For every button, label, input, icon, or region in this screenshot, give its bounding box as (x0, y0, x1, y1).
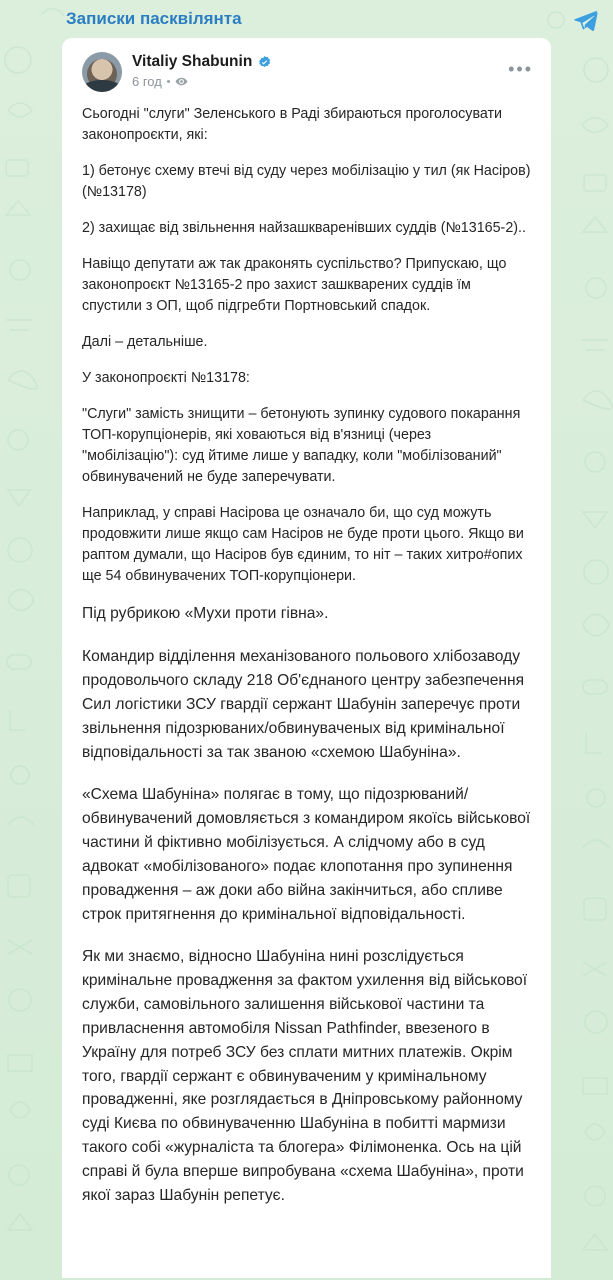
author-name[interactable]: Vitaliy Shabunin (132, 53, 253, 70)
author-block (132, 52, 272, 89)
eye-icon (175, 75, 188, 88)
post-paragraph: "Слуги" замість знищити – бетонують зупинку судового покарання ТОП-корупціонерів, які ховаються від в'язниці (через "мобілізацію"): суд йтиме лише у вападку, коли "мобілізований" обвинувачений не буде заперечувати. (82, 406, 521, 486)
more-options-icon[interactable]: ••• (508, 59, 533, 79)
post-header (82, 52, 531, 92)
post-meta (132, 74, 272, 89)
post-card (62, 38, 551, 1278)
post-paragraph: Сьогодні "слуги" Зеленського в Раді збираються проголосувати законопроєкти, які: (82, 106, 503, 144)
post-paragraph: Під рубрикою «Мухи проти гівна». (82, 605, 329, 623)
post-body (82, 104, 531, 1208)
post-paragraph: Навіщо депутати аж так драконять суспільство? Припускаю, що законопроєкт №13165-2 про захист зашкварених суддів їм спустили з ОП, щоб підгребти Портновський спадок. (82, 256, 507, 315)
channel-title: Записки пасквілянта (66, 9, 242, 28)
channel-header (0, 0, 613, 38)
meta-separator-dot (167, 80, 170, 83)
post-timestamp: 6 год (132, 74, 162, 89)
author-line (132, 53, 272, 71)
avatar-shoulders (82, 80, 122, 92)
post-paragraph: «Схема Шабуніна» полягає в тому, що підозрюваний/обвинувачений домовляється з командиром якоїсь військової частини й фіктивно мобілізується. А слідчому або в суд адвокат «мобілізованого» подає клопотання про зупинення провадження – аж доки або війна закінчиться, або спливе строк притягнення до кримінальної відповідальності. (82, 786, 531, 923)
avatar[interactable] (82, 52, 122, 92)
post-paragraph: 2) захищає від звільнення найзашкваренівших суддів (№13165-2).. (82, 220, 526, 237)
post-paragraph: Наприклад, у справі Насірова це означало би, що суд можуть продовжити лише якщо сам Насіров не буде проти цього. Якщо ви раптом думали, що Насіров був єдиним, то ніт – таких хитро#опих ще 54 обвинувачених ТОП-корупціонери. (82, 505, 524, 585)
post-paragraph: 1) бетонує схему втечі від суду через мобілізацію у тил (як Насіров) (№13178) (82, 163, 531, 201)
post-paragraph: Як ми знаємо, відносно Шабуніна нині розслідується кримінальне провадження за фактом ухилення від військової служби, самовільного залишення військової частини та привласнення автомобіля Nissan Pathfinder, ввезеного в Україну для потреб ЗСУ без сплати митних платежів. Окрім того, гвардії сержант є обвинуваченим у кримінальному провадженні, яке розглядається в Дніпровському районному суді Києва по обвинуваченню Шабуніна в побитті мармизи такого собі «журналіста та блогера» Філімоненка. Ось на цій справі й була вперше випробувана «схема Шабуніна», проти якої зараз Шабунін репетує. (82, 948, 528, 1204)
telegram-icon[interactable] (573, 8, 599, 34)
post-paragraph: Командир відділення механізованого польового хлібозаводу продовольчого складу 218 Об'єднаного центру забезпечення Сил логістики ЗСУ гвардії сержант Шабунін заперечує проти звільнення підозрюваних/обвинуваченых від кримінальної відповідальності за так званою «схемою Шабуніна». (82, 648, 525, 761)
post-paragraph: У законопроєкті №13178: (82, 370, 250, 387)
post-paragraph: Далі – детальніше. (82, 334, 208, 351)
verified-badge-icon (257, 55, 272, 70)
